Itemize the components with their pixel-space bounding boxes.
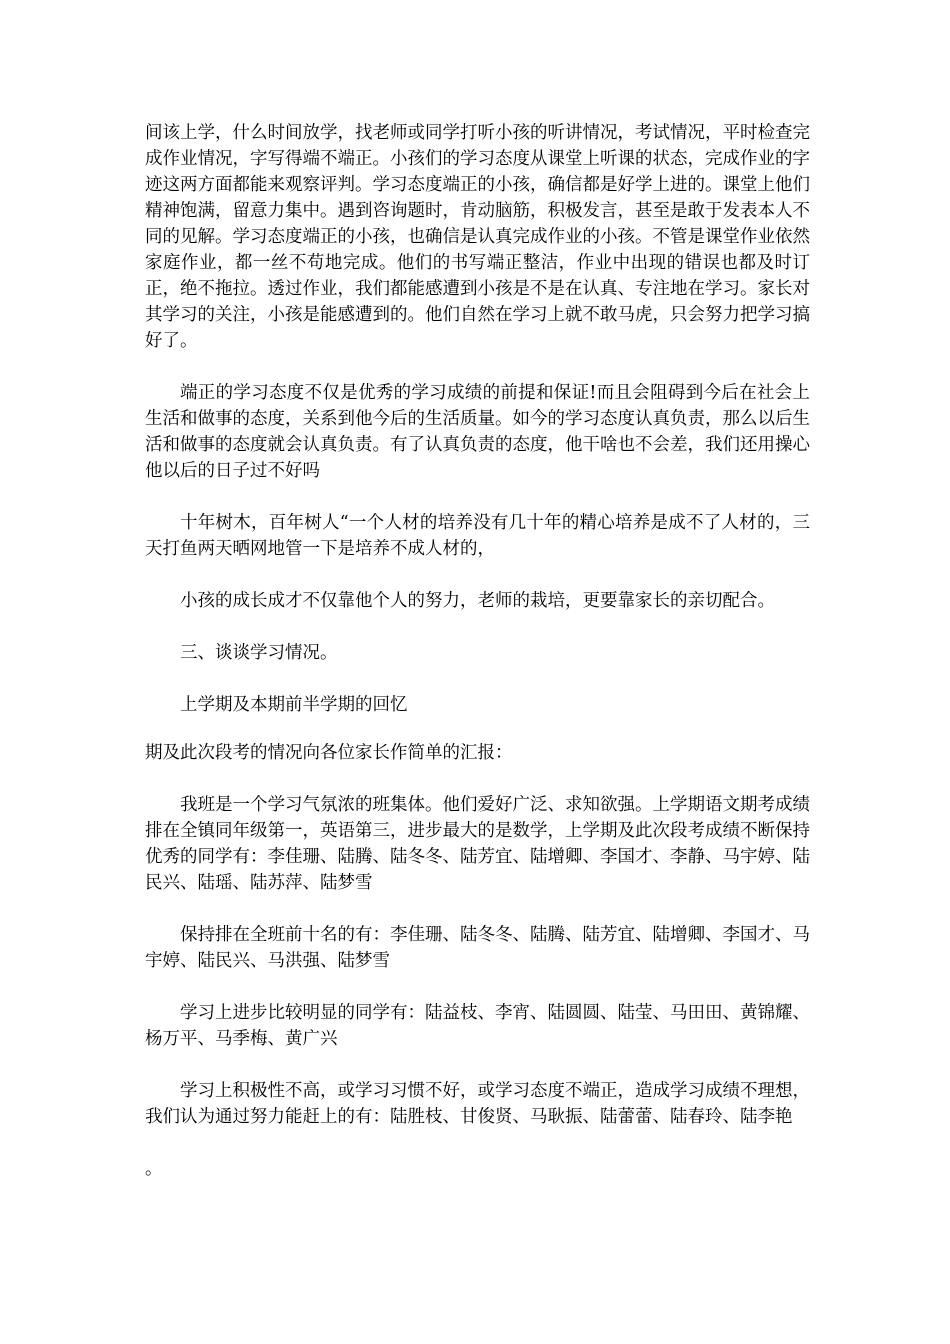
paragraph-trailing-mark: 。: [145, 1159, 163, 1179]
paragraph-top-ten: 保持排在全班前十名的有：李佳珊、陆冬冬、陆腾、陆芳宜、陆增卿、李国才、马宇婷、陆民兴、马洪强、陆梦雪: [145, 925, 810, 971]
paragraph-needs-improvement: 学习上积极性不高，或学习习惯不好，或学习态度不端正，造成学习成绩不理想，我们认为通过努力能赶上的有：陆胜枝、甘俊贤、马耿振、陆蕾蕾、陆春玲、陆李艳: [145, 1081, 810, 1127]
paragraph-semester-review: 上学期及本期前半学期的回忆: [180, 695, 408, 715]
paragraph-attitude-importance: 端正的学习态度不仅是优秀的学习成绩的前提和保证!而且会阻碍到今后在社会上生活和做事的态度，关系到他今后的生活质量。如今的学习态度认真负责，那么以后生活和做事的态度就会认真负责。有了认真负责的态度，他干啥也不会差，我们还用操心他以后的日子过不好吗: [145, 383, 810, 481]
paragraph-parent-cooperation: 小孩的成长成才不仅靠他个人的努力，老师的栽培，更要靠家长的亲切配合。: [180, 591, 775, 611]
document-page: [145, 120, 810, 1208]
paragraph-proverb: 十年树木，百年树人“一个人材的培养没有几十年的精心培养是成不了人材的，三天打鱼两天晒网地管一下是培养不成人材的，: [145, 513, 810, 559]
paragraph-class-overview: 我班是一个学习气氛浓的班集体。他们爱好广泛、求知欲强。上学期语文期考成绩排在全镇同年级第一，英语第三，进步最大的是数学，上学期及此次段考成绩不断保持优秀的同学有：李佳珊、陆腾、陆冬冬、陆芳宜、陆增卿、李国才、李静、马宇婷、陆民兴、陆瑶、陆苏萍、陆梦雪: [145, 795, 810, 893]
paragraph-report-intro: 期及此次段考的情况向各位家长作简单的汇报：: [145, 743, 513, 763]
section-heading-study-situation: 三、谈谈学习情况。: [180, 643, 338, 663]
paragraph-improved-students: 学习上进步比较明显的同学有：陆益枝、李宵、陆圆圆、陆莹、马田田、黄锦耀、杨万平、马季梅、黄广兴: [145, 1003, 810, 1049]
paragraph-attitude-observation: 间该上学，什么时间放学，找老师或同学打听小孩的听讲情况，考试情况，平时检查完成作业情况，字写得端不端正。小孩们的学习态度从课堂上听课的状态，完成作业的字迹这两方面都能来观察评判。学习态度端正的小孩，确信都是好学上进的。课堂上他们精神饱满，留意力集中。遇到咨询题时，肯动脑筋，积极发言，甚至是敢于发表本人不同的见解。学习态度端正的小孩，也确信是认真完成作业的小孩。不管是课堂作业依然家庭作业，都一丝不苟地完成。他们的书写端正整洁，作业中出现的错误也都及时订正，绝不拖拉。透过作业，我们都能感遭到小孩是不是在认真、专注地在学习。家长对其学习的关注，小孩是能感遭到的。他们自然在学习上就不敢马虎，只会努力把学习搞好了。: [145, 123, 810, 351]
